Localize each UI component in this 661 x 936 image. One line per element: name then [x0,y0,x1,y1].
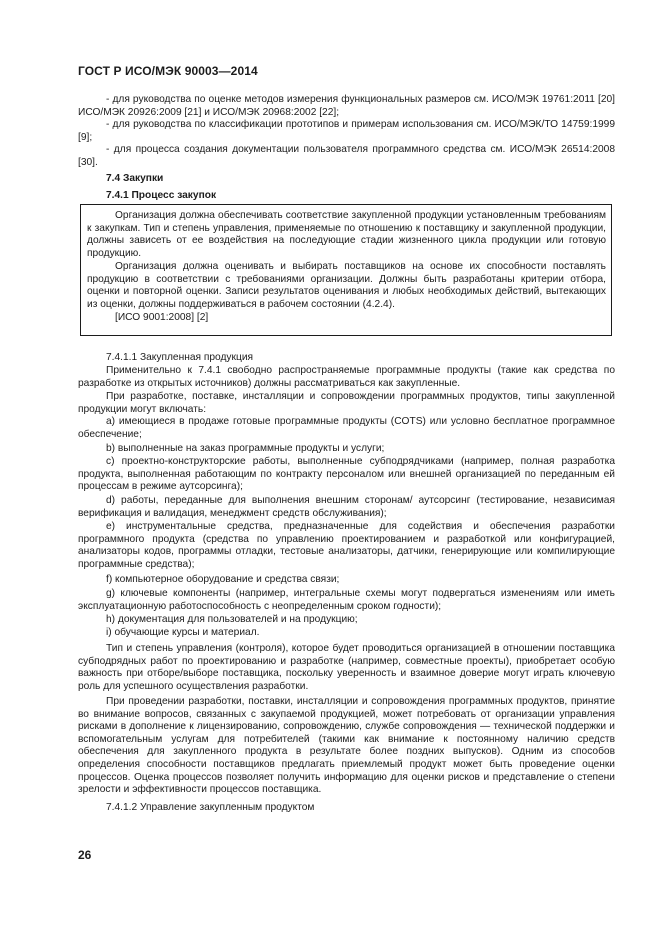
clause-title: 7.4.1.1 Закупленная продукция [106,352,254,363]
intro-item-3: - для процесса создания документации пользователя программного средства см. ИСО/МЭК 26514:2008 [30]. [78,144,615,168]
page-number: 26 [78,848,92,862]
list-item-f: f) компьютерное оборудование и средства связи; [106,574,340,585]
list-item-d: d) работы, переданные для выполнения внешним сторонам/ аутсорсинг (тестирование, независимая верификация и валидация, менеджмент средств обслуживания); [78,495,615,519]
list-item-i: i) обучающие курсы и материал. [106,627,260,638]
subsection-heading: 7.4.1 Процесс закупок [106,190,217,201]
clause-title: 7.4.1.2 Управление закупленным продуктом [106,802,315,813]
intro-item-1: - для руководства по оценке методов измерения функциональных размеров см. ИСО/МЭК 19761:2011 [20] ИСО/МЭК 20926:2009 [21] и ИСО/МЭК 20968:2002 [22]; [78,94,615,118]
quote-reference: [ИСО 9001:2008] [2] [115,312,209,323]
document-header: ГОСТ Р ИСО/МЭК 90003—2014 [78,64,258,78]
list-item-b: b) выполненные на заказ программные продукты и услуги; [106,443,385,454]
list-item-e: e) инструментальные средства, предназначенные для содействия и обеспечения разработки программного продукта (средства по управлению проектированием и разработкой или конфигурацией, анализаторы кодов, программы отладки, тестовые анализаторы, датчики, генерирующие или компилирующие программные средства); [78,521,615,570]
quote-paragraph-1: Организация должна обеспечивать соответствие закупленной продукции установленным требованиям к закупкам. Тип и степень управления, применяемые по отношению к поставщику и закупленной продукции, должны зависеть от ее воздействия на последующие стадии жизненного цикла продукции или готовую продукцию. [87,210,606,259]
list-item-c: c) проектно-конструкторские работы, выполненные субподрядчиками (например, полная разработка продукта, выполненная работающим по контракту персоналом или внешней организацией по переданным ей процессам в режиме аутсорсинга); [78,456,615,493]
list-item-h: h) документация для пользователей и на продукцию; [106,614,358,625]
body-paragraph: Применительно к 7.4.1 свободно распространяемые программные продукты (такие как средства по разработке из открытых источников) должны рассматриваться как закупленные. [78,365,615,389]
standard-quote-box [80,204,612,336]
intro-item-2: - для руководства по классификации прототипов и примерам использования см. ИСО/МЭК/ТО 14759:1999 [9]; [78,119,615,143]
body-paragraph: При проведении разработки, поставки, инсталляции и сопровождения программных продуктов, принятие во внимание вопросов, связанных с закупаемой продукцией, может потребовать от организации управления рисками в дополнение к лицензированию, сопровождению, службе сопровождения — технической поддержки и вспомогательным услугам для потребителей (такими как внимание к постоянному наличию средств обеспечения для закупленного продукта в результате более поздних выпусков). Одним из способов определения способности поставщиков предлагать приемлемый продукт может быть проведение оценки процессов. Оценка процессов позволяет получить информацию для оценки рисков и представление о степени зрелости и эффективности процессов поставщика. [78,696,615,796]
section-heading: 7.4 Закупки [106,173,164,184]
body-paragraph: Тип и степень управления (контроля), которое будет проводиться организацией в отношении поставщика субподрядных работ по проектированию и разработке (например, совместные проекты), приобретает особую важность при отборе/выборе поставщика, поскольку уверенность и взаимное доверие могут играть ключевую роль для успешного осуществления разработки. [78,643,615,692]
list-item-a: a) имеющиеся в продаже готовые программные продукты (COTS) или условно бесплатное программное обеспечение; [78,416,615,440]
body-paragraph: При разработке, поставке, инсталляции и сопровождении программных продуктов, типы закупленной продукции могут включать: [78,391,615,415]
list-item-g: g) ключевые компоненты (например, интегральные схемы могут подвергаться изменениям или иметь эксплуатационную работоспособность с неопределенным сроком годности); [78,588,615,612]
quote-paragraph-2: Организация должна оценивать и выбирать поставщиков на основе их способности поставлять продукцию в соответствии с требованиями организации. Должны быть разработаны критерии отбора, оценки и повторной оценки. Записи результатов оценивания и любых необходимых действий, вытекающих из оценки, должны поддерживаться в рабочем состоянии (4.2.4). [87,261,606,310]
